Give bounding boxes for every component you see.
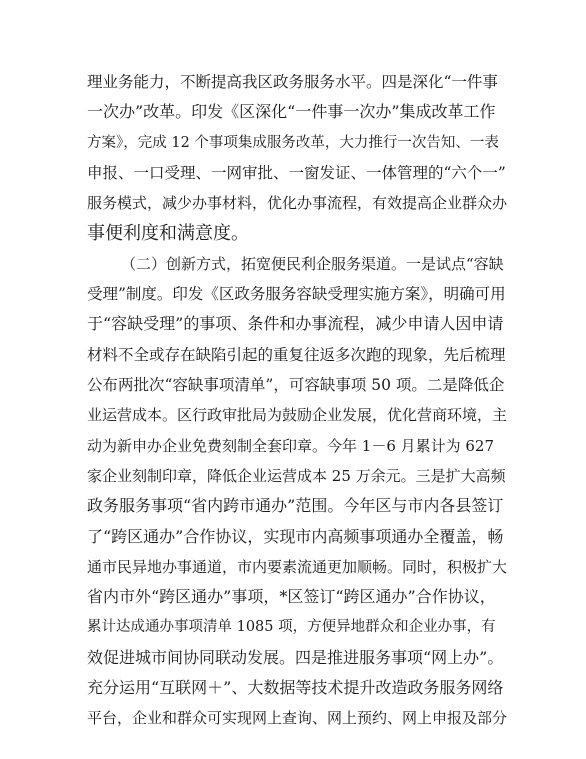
text-line: 动为新申办企业免费刻制全套印章。今年 1－6 月累计为 627	[87, 436, 495, 455]
text-line: 了“跨区通办”合作协议，实现市内高频事项通办全覆盖，畅	[87, 526, 504, 546]
text-line: 理业务能力，不断提高我区政务服务水平。四是深化“一件事	[87, 73, 498, 91]
text-line: 受理”制度。印发《区政务服务容缺受理实施方案》，明确可用	[87, 285, 506, 304]
text-line: 充分运用“互联网＋”、大数据等技术提升改造政务服务网络	[87, 678, 504, 697]
text-line: 平台，企业和群众可实现网上查询、网上预约、网上申报及部分	[87, 709, 508, 728]
text-line: 省内市外“跨区通办”事项，*区签订“跨区通办”合作协议，	[87, 587, 496, 607]
text-line: 政务服务事项“省内跨市通办”范围。今年区与市内各县签订	[87, 496, 504, 516]
text-line: 申报、一口受理、一网审批、一窗发证、一体管理的“六个一”	[87, 163, 506, 182]
text-line: 效促进城市间协同联动发展。四是推进服务事项“网上办”。	[87, 647, 504, 667]
text-line: 服务模式，减少办事材料，优化办事流程，有效提高企业群众办	[87, 194, 508, 213]
text-line: 业运营成本。区行政审批局为鼓励企业发展，优化营商环境，主	[87, 406, 508, 425]
text-line: 事便利度和满意度。	[87, 222, 249, 244]
text-line: 方案》，完成 12 个事项集成服务改革，大力推行一次告知、一表	[87, 134, 499, 151]
section-heading-line: （二）创新方式，拓宽便民利企服务渠道。一是试点“容缺	[121, 254, 504, 273]
text-line: 通市民异地办事通道，市内要素流通更加顺畅。同时，积极扩大	[87, 557, 508, 576]
text-line: 一次办”改革。印发《区深化“一件事一次办”集成改革工作	[87, 102, 496, 122]
text-line: 于“容缺受理”的事项、条件和办事流程，减少申请人因申请	[87, 314, 504, 334]
text-line: 累计达成通办事项清单 1085 项，方便异地群众和企业办事，有	[87, 619, 496, 636]
text-line: 公布两批次“容缺事项清单”，可容缺事项 50 项。二是降低企	[87, 376, 505, 394]
text-line: 家企业刻制印章，降低企业运营成本 25 万余元。三是扩大高频	[87, 466, 506, 485]
text-line: 材料不全或存在缺陷引起的重复往返多次跑的现象，先后梳理	[87, 345, 506, 364]
